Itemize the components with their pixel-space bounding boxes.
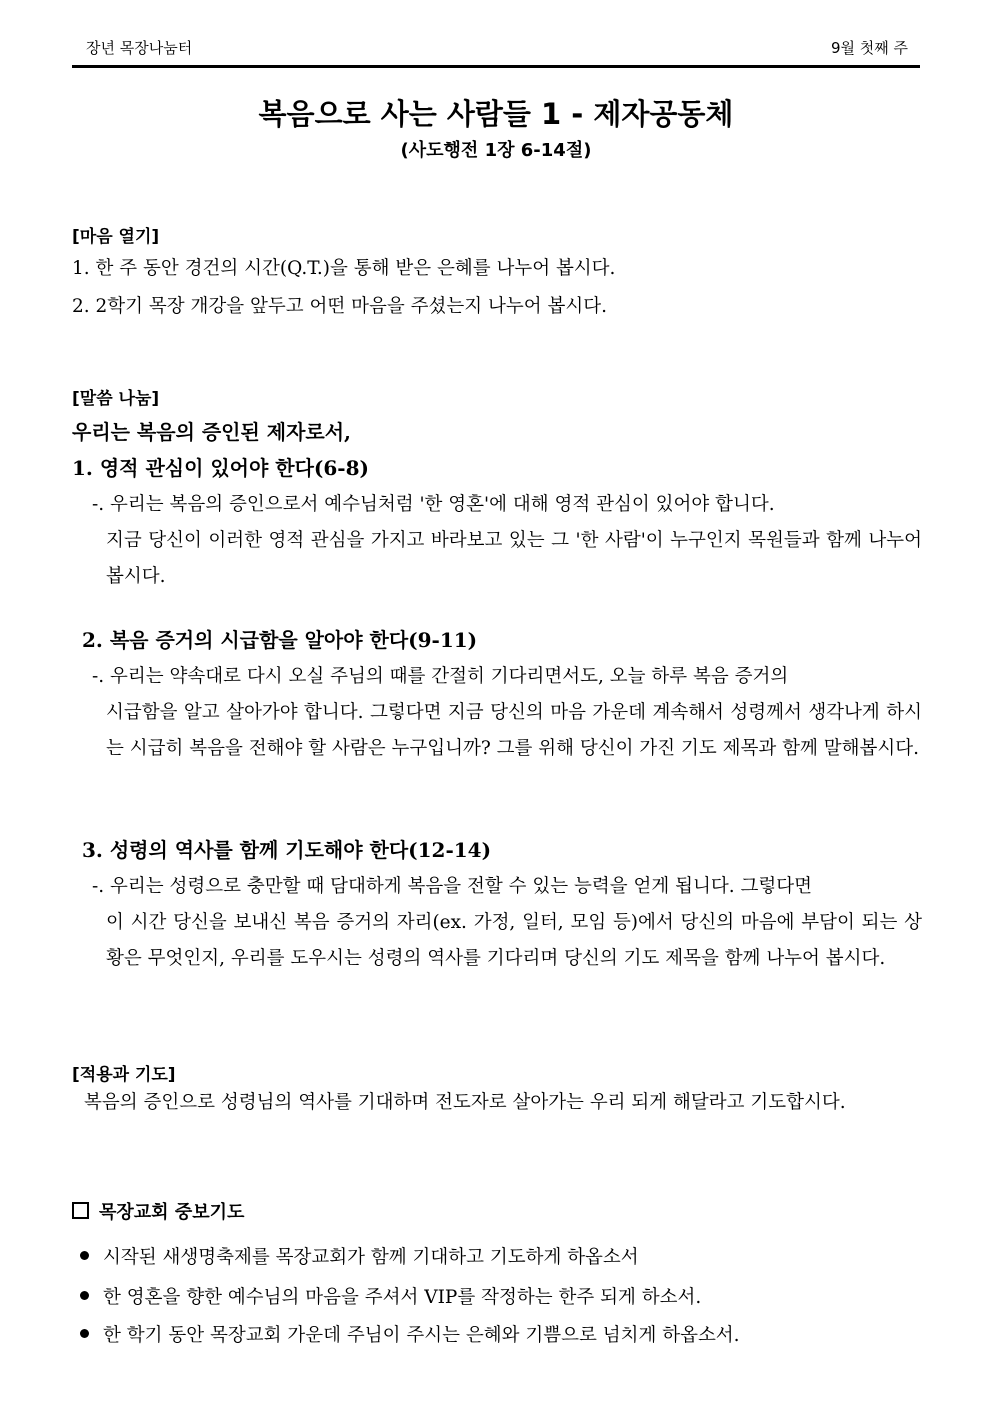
prayer-item-1 bbox=[80, 1243, 639, 1269]
bullet-dot-icon bbox=[80, 1329, 89, 1338]
apply-heading: [적용과 기도] bbox=[72, 1065, 176, 1085]
point-2-rest: 시급함을 알고 살아가야 합니다. 그렇다면 지금 당신의 마음 가운데 계속해서 성령께서 생각나게 하시는 시급히 복음을 전해야 할 사람은 누구입니까? 그를 위해 당신이 가진 기도 제목과 함께 말해봅시다. bbox=[106, 702, 922, 759]
prayer-item-3 bbox=[80, 1321, 740, 1347]
point-1-rest: 지금 당신이 이러한 영적 관심을 가지고 바라보고 있는 그 '한 사람'이 누구인지 목원들과 함께 나누어 봅시다. bbox=[106, 530, 922, 587]
point-3-body bbox=[92, 869, 922, 977]
word-heading: [말씀 나눔] bbox=[72, 389, 160, 409]
open-heading: [마음 열기] bbox=[72, 227, 160, 247]
page-subtitle: (사도행전 1장 6-14절) bbox=[400, 140, 592, 161]
page-title: 복음으로 사는 사람들 1 - 제자공동체 bbox=[258, 97, 734, 131]
point-2-title: 2. 복음 증거의 시급함을 알아야 한다(9-11) bbox=[82, 628, 478, 652]
header-week-label: 9월 첫째 주 bbox=[830, 39, 908, 57]
apply-text: 복음의 증인으로 성령님의 역사를 기대하며 전도자로 살아가는 우리 되게 해달라고 기도합시다. bbox=[84, 1092, 846, 1113]
prayer-heading bbox=[72, 1198, 244, 1224]
header-left-label: 장년 목장나눔터 bbox=[86, 39, 193, 57]
point-1-body bbox=[92, 487, 922, 595]
checkbox-square-icon bbox=[72, 1202, 89, 1219]
prayer-item-1-text: 시작된 새생명축제를 목장교회가 함께 기대하고 기도하게 하옵소서 bbox=[103, 1247, 639, 1268]
bullet-dot-icon bbox=[80, 1251, 89, 1260]
point-3-first-line: -. 우리는 성령으로 충만할 때 담대하게 복음을 전할 수 있는 능력을 얻게 됩니다. 그렇다면 bbox=[92, 876, 812, 897]
prayer-heading-label: 목장교회 중보기도 bbox=[99, 1202, 245, 1223]
word-lead: 우리는 복음의 증인된 제자로서, bbox=[72, 420, 352, 444]
prayer-item-2 bbox=[80, 1283, 701, 1309]
open-item-2: 2. 2학기 목장 개강을 앞두고 어떤 마음을 주셨는지 나누어 봅시다. bbox=[72, 296, 608, 317]
point-2-first-line: -. 우리는 약속대로 다시 오실 주님의 때를 간절히 기다리면서도, 오늘 하루 복음 증거의 bbox=[92, 666, 789, 687]
point-3-title: 3. 성령의 역사를 함께 기도해야 한다(12-14) bbox=[82, 838, 492, 862]
bullet-dot-icon bbox=[80, 1291, 89, 1300]
prayer-item-3-text: 한 학기 동안 목장교회 가운데 주님이 주시는 은혜와 기쁨으로 넘치게 하옵소서. bbox=[103, 1325, 740, 1346]
point-2-body bbox=[92, 659, 922, 767]
open-item-1: 1. 한 주 동안 경건의 시간(Q.T.)을 통해 받은 은혜를 나누어 봅시다. bbox=[72, 258, 616, 279]
point-1-title: 1. 영적 관심이 있어야 한다(6-8) bbox=[72, 456, 369, 480]
point-3-rest: 이 시간 당신을 보내신 복음 증거의 자리(ex. 가정, 일터, 모임 등)에서 당신의 마음에 부담이 되는 상황은 무엇인지, 우리를 도우시는 성령의 역사를 기다리며 당신의 기도 제목을 함께 나누어 봅시다. bbox=[106, 912, 922, 969]
prayer-item-2-text: 한 영혼을 향한 예수님의 마음을 주셔서 VIP를 작정하는 한주 되게 하소서. bbox=[103, 1287, 702, 1308]
point-1-first-line: -. 우리는 복음의 증인으로서 예수님처럼 '한 영혼'에 대해 영적 관심이 있어야 합니다. bbox=[92, 494, 775, 515]
page-header bbox=[72, 34, 920, 68]
